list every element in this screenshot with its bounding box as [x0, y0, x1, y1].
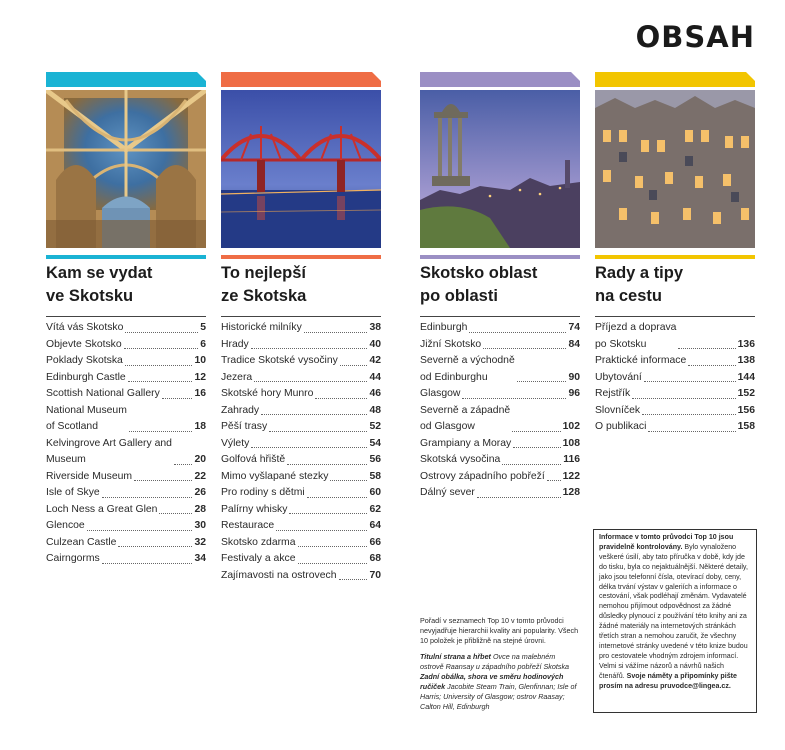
toc-entry-page: 74 [568, 322, 580, 333]
toc-entry-label: Historické milníky [221, 322, 302, 333]
toc-entry[interactable] [420, 320, 580, 337]
dot-leader [287, 464, 367, 465]
dot-leader [251, 447, 367, 448]
toc-entry[interactable] [595, 353, 755, 370]
toc-entry[interactable] [46, 403, 206, 436]
toc-entry[interactable] [46, 353, 206, 370]
toc-entry-label: Poklady Skotska [46, 355, 123, 366]
toc-entry[interactable] [46, 535, 206, 552]
toc-entry-page: 62 [369, 503, 381, 515]
toc-entry-page: 84 [568, 338, 580, 350]
toc-entry-label: Objevte Skotsko [46, 338, 122, 350]
toc-entry-page: 42 [369, 355, 381, 366]
toc-entry-page: 40 [369, 338, 381, 350]
cover-label: Titulní strana a hřbet [420, 652, 491, 661]
back-cover-label: Zadní obálka, shora ve směru hodinových ručiček [420, 672, 564, 691]
toc-entry-page: 12 [194, 371, 206, 383]
toc-entry[interactable] [221, 419, 381, 436]
toc-entry-label: Restaurace [221, 520, 275, 531]
dot-leader [340, 365, 368, 366]
toc-entry-page: 64 [369, 520, 381, 531]
cover-credits [420, 652, 580, 712]
toc-entry-label: Tradice Skotské vysočiny [221, 355, 338, 366]
toc-entry-page: 34 [194, 553, 206, 564]
toc-entry-label: Zahrady [221, 404, 260, 416]
color-underline [420, 255, 580, 259]
ranking-and-cover-note [420, 616, 580, 718]
color-tab [595, 72, 755, 87]
dot-leader [644, 381, 736, 382]
toc-column-best-of [221, 72, 381, 584]
column-title-line: Rady a tipy [595, 264, 684, 282]
dot-leader [339, 579, 368, 580]
dot-leader [125, 332, 198, 333]
toc-entry[interactable] [46, 502, 206, 519]
toc-entry-label: Hrady [221, 338, 249, 350]
dot-leader [648, 431, 735, 432]
toc-entry[interactable] [221, 568, 381, 585]
dot-leader [688, 365, 735, 366]
dot-leader [678, 348, 735, 349]
toc-entry-page: 6 [200, 338, 206, 350]
toc-entry[interactable] [420, 485, 580, 502]
toc-entry-page: 46 [369, 388, 381, 399]
toc-entry[interactable] [595, 403, 755, 420]
toc-entry-page: 54 [369, 437, 381, 449]
divider [221, 316, 381, 317]
toc-entry-page: 26 [194, 487, 206, 498]
toc-entry-page: 96 [568, 388, 580, 399]
divider [46, 316, 206, 317]
toc-entry-label: Výlety [221, 437, 250, 449]
toc-entry[interactable] [221, 386, 381, 403]
page-title: OBSAH [635, 20, 755, 54]
toc-entry-page: 58 [369, 470, 381, 482]
toc-entry[interactable] [221, 485, 381, 502]
toc-entry-page: 60 [369, 487, 381, 498]
toc-entry-label: Golfová hřiště [221, 454, 286, 465]
toc-entry-label: Jezera [221, 371, 253, 383]
toc-entry-label: Skotsko zdarma [221, 536, 296, 548]
toc-column-regions [420, 72, 580, 502]
toc-entry[interactable] [221, 518, 381, 535]
toc-entry-label: Pro rodiny s dětmi [221, 487, 305, 498]
toc-entry[interactable] [420, 386, 580, 403]
column-title-line: ze Skotska [221, 287, 307, 305]
dot-leader [298, 563, 368, 564]
toc-list [595, 320, 755, 436]
toc-entry-label: Severně a východně od Edinburghu [420, 355, 515, 383]
toc-entry[interactable] [420, 452, 580, 469]
dot-leader [304, 332, 368, 333]
toc-entry-label: National Museum of Scotland [46, 404, 127, 432]
divider [420, 316, 580, 317]
toc-entry-page: 56 [369, 454, 381, 465]
dot-leader [118, 546, 192, 547]
toc-entry-page: 158 [737, 421, 755, 432]
toc-entry-label: Slovníček [595, 404, 641, 416]
toc-entry-page: 136 [737, 338, 755, 350]
toc-entry[interactable] [46, 436, 206, 469]
column-title-line: Skotsko oblast [420, 264, 538, 282]
toc-entry-label: Vítá vás Skotsko [46, 322, 124, 333]
dot-leader [162, 398, 193, 399]
toc-entry[interactable] [221, 403, 381, 420]
info-box-closing: Svoje náměty a připomínky pište prosím na adresu pruvodce@lingea.cz. [599, 671, 737, 690]
toc-entry[interactable] [221, 320, 381, 337]
edinburgh-tenements-photo [595, 90, 755, 248]
toc-entry-label: Mimo vyšlapané stezky [221, 470, 329, 482]
toc-entry[interactable] [420, 403, 580, 436]
toc-entry-page: 20 [194, 454, 206, 465]
toc-entry-page: 68 [369, 553, 381, 564]
color-tab [46, 72, 206, 87]
dot-leader [289, 513, 367, 514]
toc-entry-page: 138 [737, 355, 755, 366]
dot-leader [87, 530, 193, 531]
toc-entry-label: Ostrovy západního pobřeží [420, 470, 545, 482]
toc-entry[interactable] [221, 337, 381, 354]
toc-entry-page: 144 [737, 371, 755, 383]
toc-entry-label: Isle of Skye [46, 487, 100, 498]
toc-entry[interactable] [221, 452, 381, 469]
toc-entry-label: Jižní Skotsko [420, 338, 482, 350]
ranking-note: Pořadí v seznamech Top 10 v tomto průvodci nevyjadřuje hierarchii kvality ani popularity. Všech 10 položek je přibližně na stejné úrovni. [420, 616, 579, 645]
dot-leader [102, 563, 193, 564]
toc-entry-page: 70 [369, 569, 381, 581]
dot-leader [513, 447, 560, 448]
toc-entry[interactable] [221, 353, 381, 370]
column-title-line: Kam se vydat [46, 264, 153, 282]
toc-list [46, 320, 206, 568]
toc-entry[interactable] [595, 386, 755, 403]
dot-leader [251, 348, 368, 349]
toc-entry[interactable] [595, 370, 755, 387]
toc-entry-label: Scottish National Gallery [46, 388, 160, 399]
dot-leader [469, 332, 566, 333]
toc-entry[interactable] [46, 518, 206, 535]
dot-leader [517, 381, 567, 382]
toc-entry[interactable] [221, 469, 381, 486]
toc-entry-label: Culzean Castle [46, 536, 117, 548]
toc-entry[interactable] [221, 436, 381, 453]
color-underline [46, 255, 206, 259]
back-cover-text: Jacobite Steam Train, Glenfinnan; Isle of Harris; University of Glasgow; ostrov Raasay; Calton Hill, Edinburgh [420, 682, 577, 711]
column-title-line: po oblasti [420, 287, 498, 305]
toc-entry-label: Glasgow [420, 388, 461, 399]
dot-leader [483, 348, 566, 349]
info-box-body: Bylo vynaloženo veškeré úsilí, aby tato příručka v době, kdy jde do tisku, byla co nejaktuálnější. Některé detaily, jako jsou telefonní čísla, otevírací doby, ceny, délka trvání výstav v galeriích a informace o cestování, však podléhají změnám. Vydavatelé nemohou přijímout odpovědnost za žádné důsledky plynoucí z používání této knihy ani za žádné materiály na internetových stránkách třetích stran a nemohou zaručit, že všechny internetové stránky uvedené v této knize budou pro cestovatele vhodným zdrojem informací. Velmi si vážíme názorů a návrhů našich čtenářů. [599, 542, 748, 680]
dot-leader [124, 348, 199, 349]
toc-entry-page: 156 [737, 404, 755, 416]
toc-entry-label: Pěší trasy [221, 421, 268, 432]
toc-entry[interactable] [221, 551, 381, 568]
info-box [593, 529, 757, 713]
toc-entry-page: 22 [194, 470, 206, 482]
toc-entry-page: 66 [369, 536, 381, 548]
toc-entry[interactable] [46, 485, 206, 502]
toc-entry-page: 18 [194, 421, 206, 432]
toc-entry-label: Riverside Museum [46, 470, 133, 482]
dot-leader [174, 464, 193, 465]
toc-list [221, 320, 381, 584]
toc-entry-label: Skotská vysočina [420, 454, 501, 465]
dot-leader [547, 480, 561, 481]
toc-entry[interactable] [46, 320, 206, 337]
toc-entry-label: Loch Ness a Great Glen [46, 503, 158, 515]
toc-entry[interactable] [420, 436, 580, 453]
toc-entry-page: 122 [562, 470, 580, 482]
toc-entry-label: Kelvingrove Art Gallery and Museum [46, 437, 172, 465]
toc-entry-label: Skotské hory Munro [221, 388, 314, 399]
column-title [595, 262, 755, 312]
toc-entry[interactable] [420, 353, 580, 386]
dot-leader [512, 431, 561, 432]
dot-leader [269, 431, 367, 432]
toc-entry[interactable] [46, 386, 206, 403]
toc-entry-page: 108 [562, 437, 580, 449]
toc-column-tips [595, 72, 755, 436]
toc-entry-page: 28 [194, 503, 206, 515]
toc-entry-page: 10 [194, 355, 206, 366]
toc-entry[interactable] [46, 370, 206, 387]
toc-entry-page: 116 [563, 454, 580, 465]
toc-entry[interactable] [420, 337, 580, 354]
column-title-line: To nejlepší [221, 264, 306, 282]
toc-entry-label: Rejstřík [595, 388, 631, 399]
dot-leader [642, 414, 736, 415]
dot-leader [315, 398, 367, 399]
toc-entry[interactable] [221, 502, 381, 519]
toc-entry[interactable] [46, 551, 206, 568]
dot-leader [134, 480, 192, 481]
dot-leader [102, 497, 193, 498]
toc-list [420, 320, 580, 502]
dot-leader [276, 530, 367, 531]
cover-text: Ovce na malebném ostrově Raansay u západního pobřeží Skotska [420, 652, 570, 671]
forth-bridge-photo [221, 90, 381, 248]
toc-entry-label: Edinburgh [420, 322, 468, 333]
toc-entry-page: 44 [369, 371, 381, 383]
toc-entry-page: 152 [737, 388, 755, 399]
toc-entry-page: 52 [369, 421, 381, 432]
toc-entry[interactable] [595, 419, 755, 436]
toc-entry-label: Glencoe [46, 520, 85, 531]
toc-entry-label: Ubytování [595, 371, 642, 383]
toc-entry-page: 102 [562, 421, 580, 432]
toc-entry-label: Festivaly a akce [221, 553, 296, 564]
dot-leader [477, 497, 561, 498]
toc-entry-page: 16 [194, 388, 206, 399]
column-title [221, 262, 381, 312]
toc-entry-page: 48 [369, 404, 381, 416]
toc-entry[interactable] [46, 469, 206, 486]
color-tab [420, 72, 580, 87]
toc-column-where-to-go [46, 72, 206, 568]
cathedral-ceiling-photo [46, 90, 206, 248]
toc-entry[interactable] [420, 469, 580, 486]
toc-entry-label: Grampiany a Moray [420, 437, 512, 449]
dot-leader [307, 497, 368, 498]
column-title-line: na cestu [595, 287, 662, 305]
toc-entry-page: 128 [562, 487, 580, 498]
color-tab [221, 72, 381, 87]
color-underline [595, 255, 755, 259]
toc-entry[interactable] [46, 337, 206, 354]
toc-entry[interactable] [221, 535, 381, 552]
toc-entry-label: Praktické informace [595, 355, 687, 366]
color-underline [221, 255, 381, 259]
dot-leader [330, 480, 367, 481]
dot-leader [298, 546, 368, 547]
toc-entry-label: Edinburgh Castle [46, 371, 126, 383]
toc-entry-label: O publikaci [595, 421, 647, 432]
toc-entry-label: Příjezd a doprava po Skotsku [595, 322, 677, 350]
divider [595, 316, 755, 317]
dot-leader [159, 513, 192, 514]
dot-leader [632, 398, 735, 399]
toc-entry[interactable] [221, 370, 381, 387]
toc-entry-page: 32 [194, 536, 206, 548]
toc-entry[interactable] [595, 320, 755, 353]
calton-hill-photo [420, 90, 580, 248]
toc-entry-label: Dálný sever [420, 487, 475, 498]
toc-entry-label: Severně a západně od Glasgow [420, 404, 511, 432]
toc-entry-page: 5 [200, 322, 206, 333]
toc-entry-label: Palírny whisky [221, 503, 288, 515]
dot-leader [128, 381, 193, 382]
column-title [46, 262, 206, 312]
toc-entry-page: 30 [194, 520, 206, 531]
dot-leader [502, 464, 561, 465]
dot-leader [254, 381, 367, 382]
dot-leader [462, 398, 566, 399]
dot-leader [125, 365, 193, 366]
dot-leader [129, 431, 193, 432]
column-title-line: ve Skotsku [46, 287, 134, 305]
info-box-heading: Informace v tomto průvodci Top 10 jsou pravidelně kontrolovány. [599, 533, 734, 551]
dot-leader [261, 414, 367, 415]
toc-entry-page: 90 [568, 371, 580, 383]
toc-entry-page: 38 [369, 322, 381, 333]
column-title [420, 262, 580, 312]
toc-entry-label: Cairngorms [46, 553, 100, 564]
toc-entry-label: Zajímavosti na ostrovech [221, 569, 337, 581]
